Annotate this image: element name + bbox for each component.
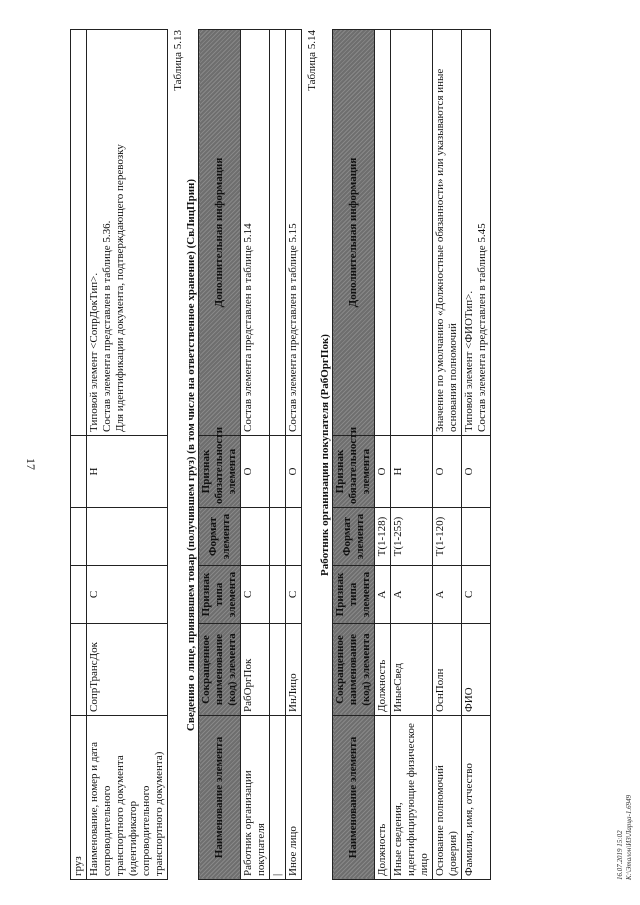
table-cell: T(1-255) bbox=[391, 508, 433, 566]
table-number: Таблица 5.14 bbox=[306, 30, 318, 91]
table-cell bbox=[71, 436, 87, 508]
table-row bbox=[375, 30, 391, 880]
table-cell: | bbox=[270, 716, 286, 880]
table-row bbox=[87, 30, 168, 880]
table-cell bbox=[270, 508, 286, 566]
table-cell: С bbox=[87, 566, 168, 624]
table-cell: С bbox=[241, 566, 270, 624]
table-cell bbox=[286, 508, 302, 566]
footer-line: 16.07.2019 15:02 bbox=[616, 830, 624, 880]
table-cell: ИнЛицо bbox=[286, 624, 302, 716]
page-number: 17 bbox=[24, 458, 38, 470]
table-cell: груз bbox=[71, 716, 87, 880]
table-cell: СопрТрансДок bbox=[87, 624, 168, 716]
column-header: Сокращенное наименование (код) элемента bbox=[333, 624, 375, 716]
rotated-page-content bbox=[70, 30, 550, 880]
table-cell: О bbox=[433, 436, 462, 508]
table-cell bbox=[270, 436, 286, 508]
table-title: Работник организации покупателя (РабОргПок) bbox=[319, 334, 331, 576]
table-cell: Фамилия, имя, отчество bbox=[462, 716, 491, 880]
table-cell: Иные сведения, идентифицирующие физическое лицо bbox=[391, 716, 433, 880]
column-header: Дополнительная информация bbox=[199, 30, 241, 436]
table-cell: Должность bbox=[375, 716, 391, 880]
table-cell bbox=[391, 30, 433, 436]
column-header: Признак типа элемента bbox=[199, 566, 241, 624]
column-header: Наименование элемента bbox=[333, 716, 375, 880]
table-cell bbox=[71, 624, 87, 716]
table-cell bbox=[241, 508, 270, 566]
table-cell: О bbox=[241, 436, 270, 508]
table-5-13 bbox=[198, 29, 302, 880]
table-cell: ОснПолн bbox=[433, 624, 462, 716]
table-cell: Иное лицо bbox=[286, 716, 302, 880]
column-header: Дополнительная информация bbox=[333, 30, 375, 436]
table-row bbox=[270, 30, 286, 880]
table-cell: А bbox=[391, 566, 433, 624]
table-cell: Работник организации покупателя bbox=[241, 716, 270, 880]
table-cell: ИныеСвед bbox=[391, 624, 433, 716]
table-cell: С bbox=[462, 566, 491, 624]
table-cell: О bbox=[375, 436, 391, 508]
table-cell: Состав элемента представлен в таблице 5.15 bbox=[286, 30, 302, 436]
table-cell: О bbox=[462, 436, 491, 508]
table-cell: T(1-128) bbox=[375, 508, 391, 566]
table-row bbox=[433, 30, 462, 880]
table-cell: Основание полномочий (доверия) bbox=[433, 716, 462, 880]
table-cell bbox=[462, 508, 491, 566]
table-cell: С bbox=[286, 566, 302, 624]
table-cell bbox=[87, 508, 168, 566]
table-row bbox=[286, 30, 302, 880]
table-cell bbox=[71, 566, 87, 624]
column-header: Признак типа элемента bbox=[333, 566, 375, 624]
file-footer bbox=[616, 795, 634, 880]
footer-line: К:\Эталон\ИЗ\Ларца-1.6949 bbox=[625, 794, 633, 880]
table-cell bbox=[71, 508, 87, 566]
table-cell bbox=[375, 30, 391, 436]
table-row bbox=[462, 30, 491, 880]
table-cell: О bbox=[286, 436, 302, 508]
table-title: Сведения о лице, принявшем товар (получившем груз) (в том числе на ответственное хранение) (СвЛицПрин) bbox=[185, 178, 197, 732]
table-cell: Типовой элемент <ФИОТип>. Состав элемента представлен в таблице 5.45 bbox=[462, 30, 491, 436]
column-header: Наименование элемента bbox=[199, 716, 241, 880]
table-row bbox=[391, 30, 433, 880]
column-header: Формат элемента bbox=[199, 508, 241, 566]
column-header: Признак обязательности элемента bbox=[199, 436, 241, 508]
table-cell: Н bbox=[391, 436, 433, 508]
table-cell: ФИО bbox=[462, 624, 491, 716]
table-cell bbox=[71, 30, 87, 436]
table-cell: T(1-120) bbox=[433, 508, 462, 566]
table-cell: Типовой элемент <СопрДокТип>. Состав элемента представлен в таблице 5.36. Для идентификации документа, подтверждающего перевозку bbox=[87, 30, 168, 436]
table-cell bbox=[270, 566, 286, 624]
table-row bbox=[71, 30, 87, 880]
table-cell: РабОргПок bbox=[241, 624, 270, 716]
table-row bbox=[241, 30, 270, 880]
table-cell: А bbox=[375, 566, 391, 624]
table-cell bbox=[270, 624, 286, 716]
table-cell: А bbox=[433, 566, 462, 624]
table-cell: Должность bbox=[375, 624, 391, 716]
table-cell: Значение по умолчанию «Должностные обязанности» или указываются иные основания полномочий bbox=[433, 30, 462, 436]
column-header: Признак обязательности элемента bbox=[333, 436, 375, 508]
column-header: Сокращенное наименование (код) элемента bbox=[199, 624, 241, 716]
table-5-14 bbox=[332, 29, 491, 880]
table-cell: Наименование, номер и дата сопроводительного транспортного документа (идентификатор сопроводительного транспортного документа) bbox=[87, 716, 168, 880]
table-number: Таблица 5.13 bbox=[172, 30, 184, 91]
table-cell bbox=[270, 30, 286, 436]
table-cell: Состав элемента представлен в таблице 5.14 bbox=[241, 30, 270, 436]
column-header: Формат элемента bbox=[333, 508, 375, 566]
continuation-table bbox=[70, 29, 168, 880]
table-cell: Н bbox=[87, 436, 168, 508]
